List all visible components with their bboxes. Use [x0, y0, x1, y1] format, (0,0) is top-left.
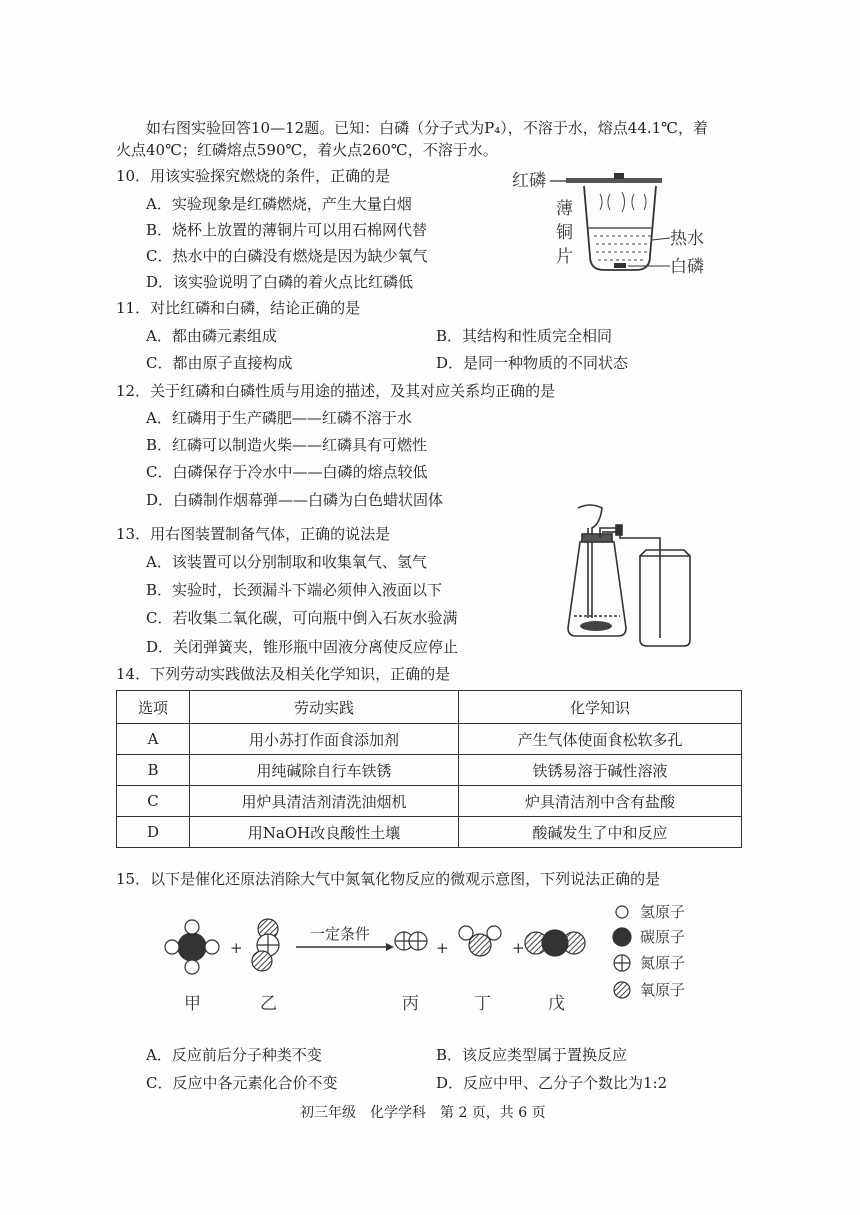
q12-option-a: A．红磷用于生产磷肥——红磷不溶于水 — [146, 409, 412, 427]
table-cell: 炉具清洁剂中含有盐酸 — [459, 786, 742, 817]
label-wu: 戊 — [548, 994, 565, 1014]
gas-apparatus-figure — [560, 498, 710, 658]
q15-option-a: A．反应前后分子种类不变 — [146, 1046, 322, 1064]
table-header: 化学知识 — [459, 691, 742, 724]
legend-carbon: 碳原子 — [640, 928, 686, 946]
table-cell: B — [117, 755, 190, 786]
q13-option-d: D．关闭弹簧夹，锥形瓶中固液分离使反应停止 — [146, 638, 459, 656]
q11-option-c: C．都由原子直接构成 — [146, 354, 293, 372]
hot-water-label: 热水 — [670, 229, 704, 249]
q14-table — [116, 690, 742, 848]
q15-option-d: D．反应中甲、乙分子个数比为1:2 — [436, 1074, 668, 1092]
table-cell: 用小苏打作面食添加剂 — [190, 724, 459, 755]
q12-option-b: B．红磷可以制造火柴——红磷具有可燃性 — [146, 436, 428, 454]
table-cell: 用NaOH改良酸性土壤 — [190, 817, 459, 848]
long-neck-funnel — [578, 505, 602, 618]
copper-label-2: 铜 — [556, 223, 573, 243]
copper-label-3: 片 — [556, 247, 573, 267]
table-cell: 用炉具清洁剂清洗油烟机 — [190, 786, 459, 817]
table-cell: 产生气体使面食松软多孔 — [459, 724, 742, 755]
molecule-bing — [395, 932, 427, 950]
q11-option-a: A．都由磷元素组成 — [146, 327, 277, 345]
legend-hydrogen: 氢原子 — [640, 903, 686, 921]
spring-clip — [616, 525, 622, 535]
table-cell: D — [117, 817, 190, 848]
label-bing: 丙 — [402, 994, 419, 1014]
label-ding: 丁 — [474, 994, 491, 1014]
white-phosphorus-sample — [614, 263, 626, 268]
q13-option-b: B．实验时，长颈漏斗下端必须伸入液面以下 — [146, 581, 443, 599]
table-cell: C — [117, 786, 190, 817]
phosphorus-experiment-figure — [510, 160, 730, 290]
molecule-jia — [165, 920, 219, 974]
table-row — [117, 817, 742, 848]
page-footer: 初三年级 化学学科 第 2 页，共 6 页 — [300, 1105, 546, 1121]
table-cell: 铁锈易溶于碱性溶液 — [459, 755, 742, 786]
q12-option-d: D．白磷制作烟幕弹——白磷为白色蜡状固体 — [146, 491, 444, 509]
q15-stem: 15．以下是催化还原法消除大气中氮氧化物反应的微观示意图，下列说法正确的是 — [116, 870, 661, 888]
q12-stem: 12．关于红磷和白磷性质与用途的描述，及其对应关系均正确的是 — [116, 382, 556, 400]
q10-option-c: C．热水中的白磷没有燃烧是因为缺少氧气 — [146, 247, 428, 265]
table-row — [117, 786, 742, 817]
label-jia: 甲 — [184, 994, 201, 1014]
reaction-micro-diagram — [150, 895, 720, 1035]
table-cell: 酸碱发生了中和反应 — [459, 817, 742, 848]
q14-stem: 14．下列劳动实践做法及相关化学知识，正确的是 — [116, 665, 451, 683]
red-phosphorus-sample — [614, 173, 624, 179]
intro-line-1: 如右图实验回答10—12题。已知：白磷（分子式为P₄），不溶于水，熔点44.1℃，着 — [146, 119, 708, 137]
q11-stem: 11．对比红磷和白磷，结论正确的是 — [116, 299, 361, 317]
table-cell: A — [117, 724, 190, 755]
svg-text:+: + — [512, 939, 525, 957]
legend-nitrogen: 氮原子 — [640, 954, 686, 972]
oxygen-atom-icon — [614, 982, 630, 998]
q11-option-d: D．是同一种物质的不同状态 — [436, 354, 629, 372]
condition-label: 一定条件 — [310, 925, 371, 943]
table-header: 选项 — [117, 691, 190, 724]
q11-option-b: B．其结构和性质完全相同 — [436, 327, 613, 345]
legend-oxygen: 氧原子 — [640, 981, 686, 999]
table-header-row — [117, 691, 742, 724]
table-header: 劳动实践 — [190, 691, 459, 724]
hydrogen-atom-icon — [616, 906, 628, 918]
svg-text:+: + — [230, 939, 243, 957]
q15-option-b: B．该反应类型属于置换反应 — [436, 1046, 628, 1064]
q10-option-d: D．该实验说明了白磷的着火点比红磷低 — [146, 273, 414, 291]
q13-option-c: C．若收集二氧化碳，可向瓶中倒入石灰水验满 — [146, 609, 458, 627]
svg-text:+: + — [436, 939, 449, 957]
q15-option-c: C．反应中各元素化合价不变 — [146, 1074, 338, 1092]
q13-stem: 13．用右图装置制备气体，正确的说法是 — [116, 525, 391, 543]
q13-option-a: A．该装置可以分别制取和收集氧气、氢气 — [146, 553, 427, 571]
carbon-atom-icon — [613, 928, 631, 946]
molecule-yi — [252, 919, 279, 971]
table-cell: 用纯碱除自行车铁锈 — [190, 755, 459, 786]
molecule-ding — [459, 926, 501, 956]
red-phosphorus-label: 红磷 — [512, 171, 546, 191]
molecule-wu — [525, 930, 585, 956]
copper-label-1: 薄 — [556, 199, 573, 219]
q10-option-b: B．烧杯上放置的薄铜片可以用石棉网代替 — [146, 221, 428, 239]
table-row — [117, 724, 742, 755]
intro-line-2: 火点40℃；红磷熔点590℃，着火点260℃，不溶于水。 — [116, 141, 498, 159]
table-row — [117, 755, 742, 786]
q12-option-c: C．白磷保存于冷水中——白磷的熔点较低 — [146, 463, 428, 481]
white-phosphorus-label: 白磷 — [670, 257, 704, 277]
q10-stem: 10．用该实验探究燃烧的条件，正确的是 — [116, 167, 391, 185]
label-yi: 乙 — [260, 994, 277, 1014]
gas-collection-bottle — [640, 556, 690, 646]
q10-option-a: A．实验现象是红磷燃烧，产生大量白烟 — [146, 195, 412, 213]
legend — [613, 906, 631, 998]
